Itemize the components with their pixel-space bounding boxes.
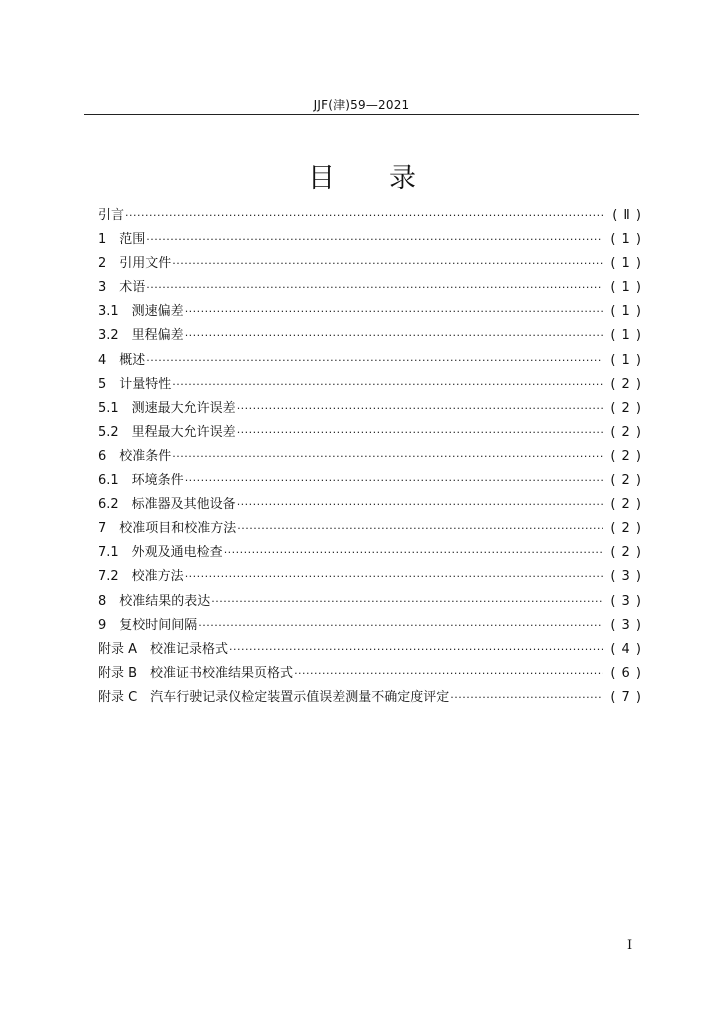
toc-entry[interactable] [98, 276, 642, 300]
toc-entry-page: ( 1 ) [610, 304, 642, 320]
toc-entry[interactable] [98, 565, 642, 589]
dot-leader [450, 686, 603, 710]
toc-entry-label: 5.1 测速最大允许误差 [98, 400, 236, 416]
toc-entry-label: 7 校准项目和校准方法 [98, 521, 237, 537]
toc-entry[interactable] [98, 662, 642, 686]
dot-leader [229, 638, 603, 662]
dot-leader [146, 276, 603, 300]
toc-entry-page: ( 3 ) [610, 569, 642, 585]
toc-entry[interactable] [98, 228, 642, 252]
toc-entry-label: 6.1 环境条件 [98, 473, 184, 489]
dot-leader [237, 397, 603, 421]
toc-entry[interactable] [98, 445, 642, 469]
toc-entry-page: ( 3 ) [610, 593, 642, 609]
document-code-header: JJF(津)59—2021 [313, 98, 410, 112]
toc-entry-page: ( 2 ) [610, 448, 642, 464]
toc-entry-label: 1 范围 [98, 232, 146, 248]
page-title: 目 录 [308, 163, 416, 194]
toc-entry[interactable] [98, 349, 642, 373]
dot-leader [146, 349, 603, 373]
dot-leader [198, 614, 603, 638]
toc-entry-page: ( 2 ) [610, 545, 642, 561]
dot-leader [211, 590, 603, 614]
dot-leader [185, 324, 603, 348]
toc-entry[interactable] [98, 614, 642, 638]
toc-entry-page: ( 2 ) [610, 424, 642, 440]
table-of-contents [98, 204, 642, 710]
toc-entry-label: 2 引用文件 [98, 256, 172, 272]
toc-entry-page: ( 3 ) [610, 617, 642, 633]
dot-leader [185, 300, 603, 324]
toc-entry[interactable] [98, 373, 642, 397]
toc-entry[interactable] [98, 493, 642, 517]
toc-entry[interactable] [98, 324, 642, 348]
toc-entry-page: ( 4 ) [610, 641, 642, 657]
toc-entry-label: 6 校准条件 [98, 448, 172, 464]
toc-entry[interactable] [98, 300, 642, 324]
toc-entry-page: ( 2 ) [610, 376, 642, 392]
dot-leader [185, 469, 603, 493]
toc-entry-label: 8 校准结果的表达 [98, 593, 211, 609]
toc-entry-page: ( 2 ) [610, 521, 642, 537]
dot-leader [172, 373, 603, 397]
dot-leader [172, 445, 603, 469]
toc-entry[interactable] [98, 590, 642, 614]
dot-leader [146, 228, 603, 252]
toc-entry-label: 7.2 校准方法 [98, 569, 184, 585]
toc-entry[interactable] [98, 541, 642, 565]
page-number: I [627, 938, 633, 953]
toc-entry-label: 5.2 里程最大允许误差 [98, 424, 236, 440]
toc-entry-page: ( 1 ) [610, 328, 642, 344]
toc-entry-page: ( 1 ) [610, 232, 642, 248]
toc-entry-page: ( 7 ) [610, 689, 642, 705]
toc-entry-label: 4 概述 [98, 352, 146, 368]
dot-leader [172, 252, 603, 276]
toc-entry-label: 附录 A 校准记录格式 [98, 641, 229, 657]
toc-entry[interactable] [98, 517, 642, 541]
toc-entry-label: 3.1 测速偏差 [98, 304, 184, 320]
toc-entry-page: ( 2 ) [610, 497, 642, 513]
toc-entry-page: ( 2 ) [610, 473, 642, 489]
toc-entry-label: 附录 B 校准证书校准结果页格式 [98, 665, 294, 681]
dot-leader [237, 493, 603, 517]
header-divider [84, 114, 639, 115]
dot-leader [185, 565, 603, 589]
toc-entry[interactable] [98, 421, 642, 445]
dot-leader [237, 421, 603, 445]
toc-entry-page: ( 1 ) [610, 280, 642, 296]
toc-entry-label: 3.2 里程偏差 [98, 328, 184, 344]
toc-entry-page: ( 1 ) [610, 352, 642, 368]
dot-leader [224, 541, 603, 565]
toc-entry-label: 3 术语 [98, 280, 146, 296]
toc-entry-page: ( Ⅱ ) [612, 208, 642, 223]
toc-entry[interactable] [98, 638, 642, 662]
toc-entry[interactable] [98, 397, 642, 421]
toc-entry[interactable] [98, 204, 642, 228]
toc-entry[interactable] [98, 469, 642, 493]
dot-leader [125, 204, 603, 228]
toc-entry-page: ( 2 ) [610, 400, 642, 416]
toc-entry-label: 引言 [98, 208, 125, 223]
toc-entry[interactable] [98, 252, 642, 276]
toc-entry-label: 6.2 标准器及其他设备 [98, 497, 236, 513]
toc-entry-label: 9 复校时间间隔 [98, 617, 198, 633]
toc-entry-page: ( 1 ) [610, 256, 642, 272]
toc-entry-label: 附录 C 汽车行驶记录仪检定装置示值误差测量不确定度评定 [98, 689, 450, 705]
toc-entry[interactable] [98, 686, 642, 710]
dot-leader [237, 517, 603, 541]
toc-entry-label: 5 计量特性 [98, 376, 172, 392]
dot-leader [294, 662, 603, 686]
toc-entry-label: 7.1 外观及通电检查 [98, 545, 223, 561]
toc-entry-page: ( 6 ) [610, 665, 642, 681]
